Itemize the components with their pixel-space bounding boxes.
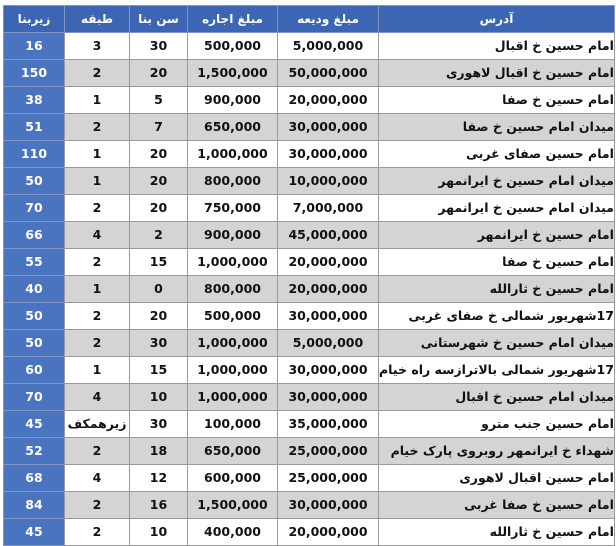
cell-building-age: 12: [130, 465, 188, 492]
cell-address: میدان امام حسین خ شهرستانی: [379, 330, 615, 357]
cell-address: امام حسین اقبال لاهوری: [379, 465, 615, 492]
cell-floor: 3: [65, 33, 130, 60]
cell-address: امام حسین خ صفا: [379, 249, 615, 276]
cell-rent: 650,000: [188, 438, 278, 465]
cell-rent: 1,000,000: [188, 357, 278, 384]
table-row: [4, 114, 615, 141]
cell-building-age: 7: [130, 114, 188, 141]
cell-deposit: 10,000,000: [278, 168, 379, 195]
cell-floor: 2: [65, 249, 130, 276]
cell-rent: 100,000: [188, 411, 278, 438]
cell-deposit: 20,000,000: [278, 519, 379, 546]
cell-area: 38: [4, 87, 65, 114]
table-row: [4, 411, 615, 438]
cell-rent: 800,000: [188, 276, 278, 303]
table-row: [4, 33, 615, 60]
cell-area: 16: [4, 33, 65, 60]
cell-address: امام حسین جنب مترو: [379, 411, 615, 438]
cell-address: امام حسین خ ایرانمهر: [379, 222, 615, 249]
cell-floor: 2: [65, 195, 130, 222]
table-row: [4, 141, 615, 168]
cell-area: 68: [4, 465, 65, 492]
rental-listings-table: [3, 5, 615, 546]
table-row: [4, 60, 615, 87]
cell-area: 50: [4, 330, 65, 357]
cell-area: 51: [4, 114, 65, 141]
cell-rent: 1,500,000: [188, 60, 278, 87]
cell-area: 50: [4, 303, 65, 330]
cell-rent: 1,500,000: [188, 492, 278, 519]
cell-address: میدان امام حسین خ اقبال: [379, 384, 615, 411]
header-building-age: سن بنا: [130, 6, 188, 33]
cell-address: امام حسین خ ثارالله: [379, 519, 615, 546]
cell-building-age: 20: [130, 303, 188, 330]
cell-building-age: 16: [130, 492, 188, 519]
table-header: [4, 6, 615, 33]
cell-deposit: 30,000,000: [278, 141, 379, 168]
cell-rent: 800,000: [188, 168, 278, 195]
table-row: [4, 330, 615, 357]
cell-building-age: 2: [130, 222, 188, 249]
cell-rent: 750,000: [188, 195, 278, 222]
table-body: [4, 33, 615, 546]
cell-address: میدان امام حسین خ ایرانمهر: [379, 195, 615, 222]
table-row: [4, 87, 615, 114]
cell-rent: 1,000,000: [188, 141, 278, 168]
header-rent: مبلغ اجاره: [188, 6, 278, 33]
cell-address: شهداء خ ایرانمهر روبروی پارک خیام: [379, 438, 615, 465]
table-row: [4, 384, 615, 411]
cell-building-age: 20: [130, 195, 188, 222]
cell-deposit: 5,000,000: [278, 330, 379, 357]
cell-floor: 1: [65, 141, 130, 168]
cell-address: میدان امام حسین خ ایرانمهر: [379, 168, 615, 195]
cell-address: امام حسین خ ثارالله: [379, 276, 615, 303]
cell-area: 45: [4, 519, 65, 546]
table-row: [4, 303, 615, 330]
cell-rent: 900,000: [188, 222, 278, 249]
header-row: [4, 6, 615, 33]
cell-address: 17شهریور شمالی بالاترازسه راه خیام: [379, 357, 615, 384]
cell-deposit: 35,000,000: [278, 411, 379, 438]
header-floor: طبقه: [65, 6, 130, 33]
cell-deposit: 30,000,000: [278, 384, 379, 411]
cell-floor: 4: [65, 222, 130, 249]
cell-building-age: 0: [130, 276, 188, 303]
cell-floor: 2: [65, 60, 130, 87]
cell-address: 17شهریور شمالی خ صفای غربی: [379, 303, 615, 330]
cell-area: 84: [4, 492, 65, 519]
cell-floor: 1: [65, 276, 130, 303]
cell-floor: 2: [65, 519, 130, 546]
cell-area: 60: [4, 357, 65, 384]
cell-rent: 500,000: [188, 33, 278, 60]
cell-floor: زیرهمکف: [65, 411, 130, 438]
cell-floor: 4: [65, 384, 130, 411]
cell-deposit: 20,000,000: [278, 276, 379, 303]
table-row: [4, 465, 615, 492]
cell-area: 66: [4, 222, 65, 249]
table-row: [4, 249, 615, 276]
cell-deposit: 7,000,000: [278, 195, 379, 222]
header-area: زیربنا: [4, 6, 65, 33]
cell-area: 45: [4, 411, 65, 438]
cell-floor: 2: [65, 303, 130, 330]
cell-rent: 400,000: [188, 519, 278, 546]
cell-address: میدان امام حسین خ صفا: [379, 114, 615, 141]
cell-building-age: 10: [130, 384, 188, 411]
cell-floor: 4: [65, 465, 130, 492]
cell-address: امام حسین خ صفا: [379, 87, 615, 114]
cell-area: 55: [4, 249, 65, 276]
table-row: [4, 168, 615, 195]
cell-building-age: 15: [130, 357, 188, 384]
cell-deposit: 50,000,000: [278, 60, 379, 87]
cell-address: امام حسین خ اقبال: [379, 33, 615, 60]
table-row: [4, 357, 615, 384]
cell-rent: 650,000: [188, 114, 278, 141]
cell-floor: 2: [65, 492, 130, 519]
cell-rent: 500,000: [188, 303, 278, 330]
cell-address: امام حسین خ اقبال لاهوری: [379, 60, 615, 87]
cell-deposit: 30,000,000: [278, 357, 379, 384]
cell-floor: 2: [65, 114, 130, 141]
cell-area: 70: [4, 195, 65, 222]
cell-rent: 1,000,000: [188, 330, 278, 357]
table-row: [4, 195, 615, 222]
cell-deposit: 30,000,000: [278, 492, 379, 519]
cell-building-age: 15: [130, 249, 188, 276]
table-row: [4, 438, 615, 465]
header-deposit: مبلغ ودیعه: [278, 6, 379, 33]
table-row: [4, 222, 615, 249]
cell-deposit: 5,000,000: [278, 33, 379, 60]
cell-floor: 1: [65, 87, 130, 114]
table-row: [4, 492, 615, 519]
cell-deposit: 25,000,000: [278, 465, 379, 492]
cell-floor: 1: [65, 357, 130, 384]
cell-rent: 1,000,000: [188, 384, 278, 411]
cell-building-age: 30: [130, 411, 188, 438]
cell-building-age: 20: [130, 141, 188, 168]
cell-building-age: 5: [130, 87, 188, 114]
cell-building-age: 20: [130, 60, 188, 87]
cell-area: 52: [4, 438, 65, 465]
header-address: آدرس: [379, 6, 615, 33]
cell-area: 110: [4, 141, 65, 168]
table-row: [4, 519, 615, 546]
cell-area: 40: [4, 276, 65, 303]
cell-area: 50: [4, 168, 65, 195]
cell-rent: 900,000: [188, 87, 278, 114]
cell-rent: 600,000: [188, 465, 278, 492]
cell-deposit: 45,000,000: [278, 222, 379, 249]
cell-deposit: 20,000,000: [278, 87, 379, 114]
cell-building-age: 18: [130, 438, 188, 465]
cell-deposit: 30,000,000: [278, 303, 379, 330]
cell-building-age: 30: [130, 330, 188, 357]
cell-address: امام حسین صفای غربی: [379, 141, 615, 168]
cell-deposit: 25,000,000: [278, 438, 379, 465]
cell-building-age: 30: [130, 33, 188, 60]
cell-floor: 2: [65, 438, 130, 465]
cell-building-age: 10: [130, 519, 188, 546]
cell-building-age: 20: [130, 168, 188, 195]
cell-deposit: 20,000,000: [278, 249, 379, 276]
cell-area: 70: [4, 384, 65, 411]
table-row: [4, 276, 615, 303]
cell-deposit: 30,000,000: [278, 114, 379, 141]
cell-rent: 1,000,000: [188, 249, 278, 276]
cell-address: امام حسین خ صفا غربی: [379, 492, 615, 519]
cell-floor: 2: [65, 330, 130, 357]
cell-area: 150: [4, 60, 65, 87]
cell-floor: 1: [65, 168, 130, 195]
